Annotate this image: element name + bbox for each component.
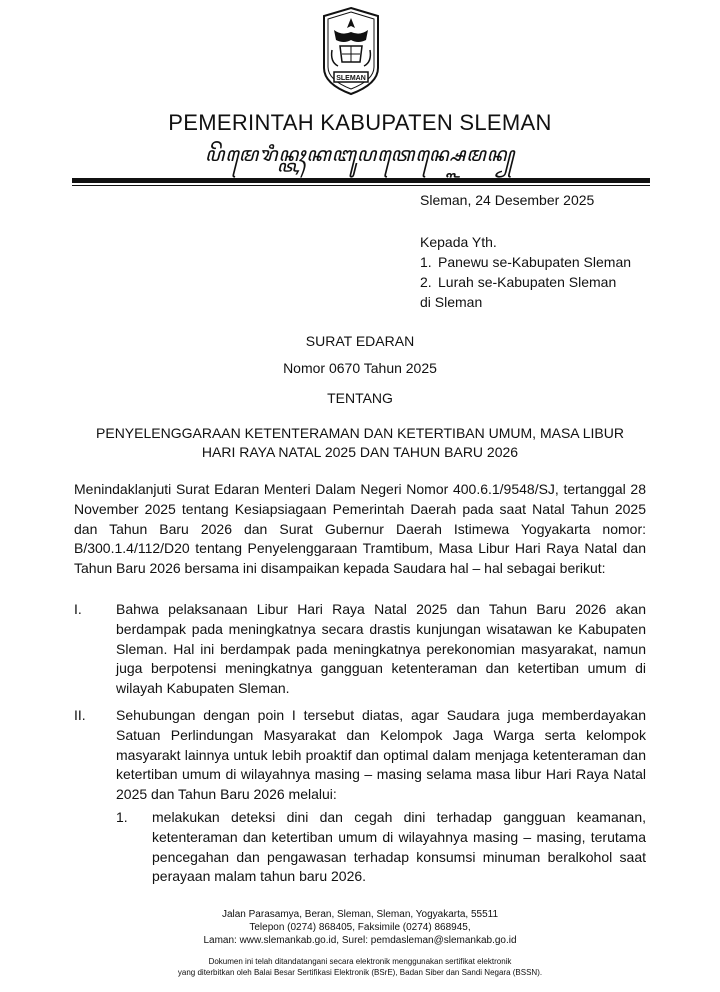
about-label: TENTANG bbox=[327, 390, 393, 406]
document-subject bbox=[0, 424, 720, 462]
recipient-location: di Sleman bbox=[420, 294, 483, 310]
recipient-item bbox=[420, 252, 631, 272]
subject-line: PENYELENGGARAAN KETENTERAMAN DAN KETERTIBAN UMUM, MASA LIBUR bbox=[96, 425, 624, 441]
subject-line: HARI RAYA NATAL 2025 DAN TAHUN BARU 2026 bbox=[201, 444, 519, 460]
item-numeral: II. bbox=[74, 707, 86, 723]
footer-web: Laman: www.slemankab.go.id, Surel: pemdasleman@slemankab.go.id bbox=[203, 935, 517, 946]
item-text: Bahwa pelaksanaan Libur Hari Raya Natal 2025 dan Tahun Baru 2026 akan berdampak pada meningkatnya secara drastis kunjungan wisatawan ke Kabupaten Sleman. Hal ini berdampak pada meningkatnya perekonomian masyarakat, namun juga berpotensi meningkatnya gangguan ketenteraman dan ketertiban umum di wilayah Kabupaten Sleman. bbox=[116, 601, 646, 697]
list-item bbox=[74, 706, 646, 805]
government-name: PEMERINTAH KABUPATEN SLEMAN bbox=[168, 110, 552, 135]
footer-phone: Telepon (0274) 868405, Faksimile (0274) 868945, bbox=[249, 922, 471, 933]
esignature-note bbox=[0, 956, 720, 978]
salutation: Kepada Yth. bbox=[420, 234, 497, 250]
item-numeral: I. bbox=[74, 601, 82, 617]
esignature-line: yang diterbitkan oleh Balai Besar Sertifikasi Elektronik (BSrE), Badan Siber dan Sandi Negara (BSSN). bbox=[177, 968, 543, 977]
item-text: Sehubungan dengan poin I tersebut diatas, agar Saudara juga memberdayakan Satuan Perlindungan Masyarakat dan Kelompok Jaga Warga serta kelompok masyarakt lainnya untuk lebih proaktif dan optimal dalam menjaga ketenteraman dan ketertiban umum di wilayahnya masing – masing selama masa libur Hari Raya Natal 2025 dan Tahun Baru 2026 melalui: bbox=[116, 707, 646, 803]
recipient-number: 2. bbox=[420, 274, 432, 290]
footer-contact bbox=[0, 908, 720, 947]
sleman-coat-of-arms-icon bbox=[320, 6, 382, 98]
recipient-name: Panewu se-Kabupaten Sleman bbox=[438, 254, 632, 270]
letterhead-divider-thick bbox=[72, 178, 650, 183]
document-number: Nomor 0670 Tahun 2025 bbox=[283, 360, 437, 376]
recipient-item bbox=[420, 272, 631, 292]
footer-address: Jalan Parasamya, Beran, Sleman, Sleman, Yogyakarta, 55511 bbox=[221, 909, 499, 920]
logo-text: SLEMAN bbox=[336, 75, 366, 82]
addressee-block bbox=[420, 232, 631, 312]
letter-date: Sleman, 24 Desember 2025 bbox=[420, 192, 595, 208]
letterhead-divider-thin bbox=[72, 185, 650, 186]
esignature-line: Dokumen ini telah ditandatangani secara elektronik menggunakan sertifikat elektronik bbox=[208, 957, 512, 966]
sub-list-item bbox=[116, 808, 646, 887]
intro-paragraph: Menindaklanjuti Surat Edaran Menteri Dalam Negeri Nomor 400.6.1/9548/SJ, tertanggal 28 November 2025 tentang Kesiapsiagaan Pemerintah Daerah pada saat Natal Tahun 2025 dan Tahun Baru 2026 dan Surat Gubernur Daerah Istimewa Yogyakarta nomor: B/300.1.4/112/D20 tentang Penyelenggaraan Tramtibum, Masa Libur Hari Raya Natal dan Tahun Baru 2026 bersama ini disampaikan kepada Saudara hal – hal sebagai berikut: bbox=[74, 481, 646, 577]
list-item bbox=[74, 600, 646, 699]
javanese-script-heading: ꦥꦼꦩꦺꦫꦶꦤ꧀ꦠꦃꦏꦧꦸꦥꦠꦺꦤ꧀ꦱ꧀ꦭꦺꦩꦤ꧀ bbox=[204, 142, 516, 166]
recipient-name: Lurah se-Kabupaten Sleman bbox=[438, 274, 617, 290]
sub-item-text: melakukan deteksi dini dan cegah dini terhadap gangguan keamanan, ketenteraman dan ketertiban umum di wilayahnya masing – masing, terutama pencegahan dan pengawasan terhadap konsumsi minuman beralkohol saat perayaan malam tahun baru 2026. bbox=[152, 809, 646, 885]
recipient-number: 1. bbox=[420, 254, 432, 270]
sub-item-number: 1. bbox=[116, 809, 128, 825]
document-type: SURAT EDARAN bbox=[305, 333, 415, 349]
